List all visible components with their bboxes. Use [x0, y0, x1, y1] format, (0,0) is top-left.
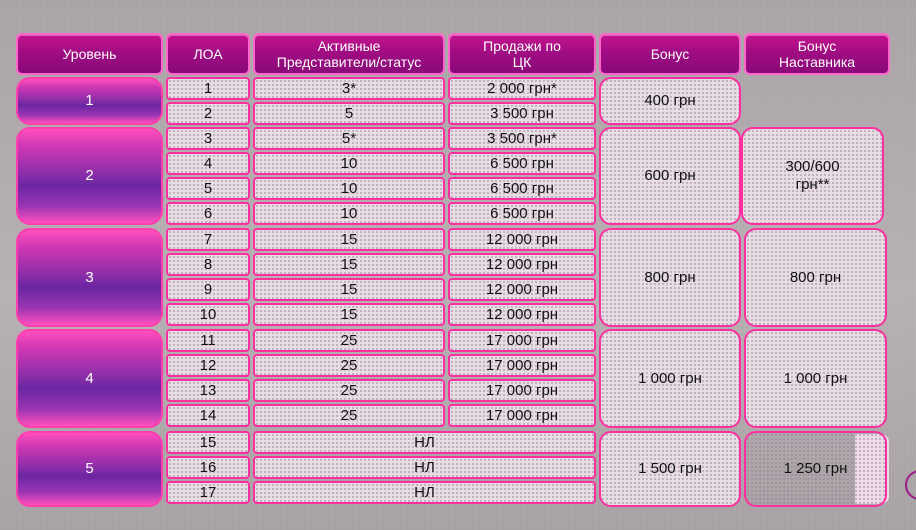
sales-cell: 3 500 грн [448, 102, 596, 125]
loa-cell: 7 [166, 228, 250, 251]
sales-cell: 12 000 грн [448, 278, 596, 301]
header-bonus: Бонус [599, 33, 741, 75]
active-cell: 25 [253, 354, 445, 377]
active-cell: 25 [253, 404, 445, 427]
level-cell-3: 3 [16, 228, 163, 327]
sales-cell: 17 000 грн [448, 329, 596, 352]
loa-cell: 13 [166, 379, 250, 402]
header-level: Уровень [16, 33, 163, 75]
active-cell: 10 [253, 202, 445, 225]
mentor-bonus-cell-level-2: 300/600 грн** [741, 127, 884, 225]
sales-cell: 6 500 грн [448, 152, 596, 175]
sales-cell: 6 500 грн [448, 202, 596, 225]
sales-cell: 3 500 грн* [448, 127, 596, 150]
active-cell: 10 [253, 177, 445, 200]
loa-cell: 16 [166, 456, 250, 479]
loa-cell: 12 [166, 354, 250, 377]
mentor-bonus-cell-level-3: 800 грн [744, 228, 887, 327]
header-mentor-bonus: Бонус Наставника [744, 33, 890, 75]
sales-cell: 17 000 грн [448, 354, 596, 377]
level-cell-5: 5 [16, 431, 163, 507]
sales-cell: 17 000 грн [448, 379, 596, 402]
mentor-bonus-cell-level-5: 1 250 грн [744, 431, 887, 507]
sales-cell: 17 000 грн [448, 404, 596, 427]
sales-cell: 6 500 грн [448, 177, 596, 200]
active-cell: 5* [253, 127, 445, 150]
active-cell: 5 [253, 102, 445, 125]
level-cell-4: 4 [16, 329, 163, 428]
header-sales: Продажи по ЦК [448, 33, 596, 75]
active-cell: 25 [253, 329, 445, 352]
active-cell: 15 [253, 253, 445, 276]
loa-cell: 2 [166, 102, 250, 125]
loa-cell: 1 [166, 77, 250, 100]
bonus-cell-level-4: 1 000 грн [599, 329, 741, 428]
bonus-cell-level-3: 800 грн [599, 228, 741, 327]
loa-cell: 9 [166, 278, 250, 301]
loa-cell: 10 [166, 303, 250, 326]
loa-cell: 17 [166, 481, 250, 504]
loa-cell: 5 [166, 177, 250, 200]
sales-cell: 12 000 грн [448, 253, 596, 276]
level-cell-1: 1 [16, 77, 163, 125]
bonus-cell-level-5: 1 500 грн [599, 431, 741, 507]
mentor-bonus-cell-level-4: 1 000 грн [744, 329, 887, 428]
active-cell: 15 [253, 303, 445, 326]
sales-cell: 2 000 грн* [448, 77, 596, 100]
active-cell: 15 [253, 278, 445, 301]
loa-cell: 6 [166, 202, 250, 225]
active-cell: 3* [253, 77, 445, 100]
active-sales-merged-cell: НЛ [253, 431, 596, 454]
active-sales-merged-cell: НЛ [253, 481, 596, 504]
loa-cell: 4 [166, 152, 250, 175]
loa-cell: 3 [166, 127, 250, 150]
active-cell: 15 [253, 228, 445, 251]
loa-cell: 15 [166, 431, 250, 454]
brand-logo-fragment [905, 470, 916, 500]
header-loa: ЛОА [166, 33, 250, 75]
loa-cell: 11 [166, 329, 250, 352]
level-cell-2: 2 [16, 127, 163, 225]
sales-cell: 12 000 грн [448, 303, 596, 326]
active-sales-merged-cell: НЛ [253, 456, 596, 479]
active-cell: 10 [253, 152, 445, 175]
bonus-cell-level-1: 400 грн [599, 77, 741, 125]
loa-cell: 14 [166, 404, 250, 427]
sales-cell: 12 000 грн [448, 228, 596, 251]
bonus-cell-level-2: 600 грн [599, 127, 741, 225]
loa-cell: 8 [166, 253, 250, 276]
header-active-representatives: Активные Представители/статус [253, 33, 445, 75]
active-cell: 25 [253, 379, 445, 402]
